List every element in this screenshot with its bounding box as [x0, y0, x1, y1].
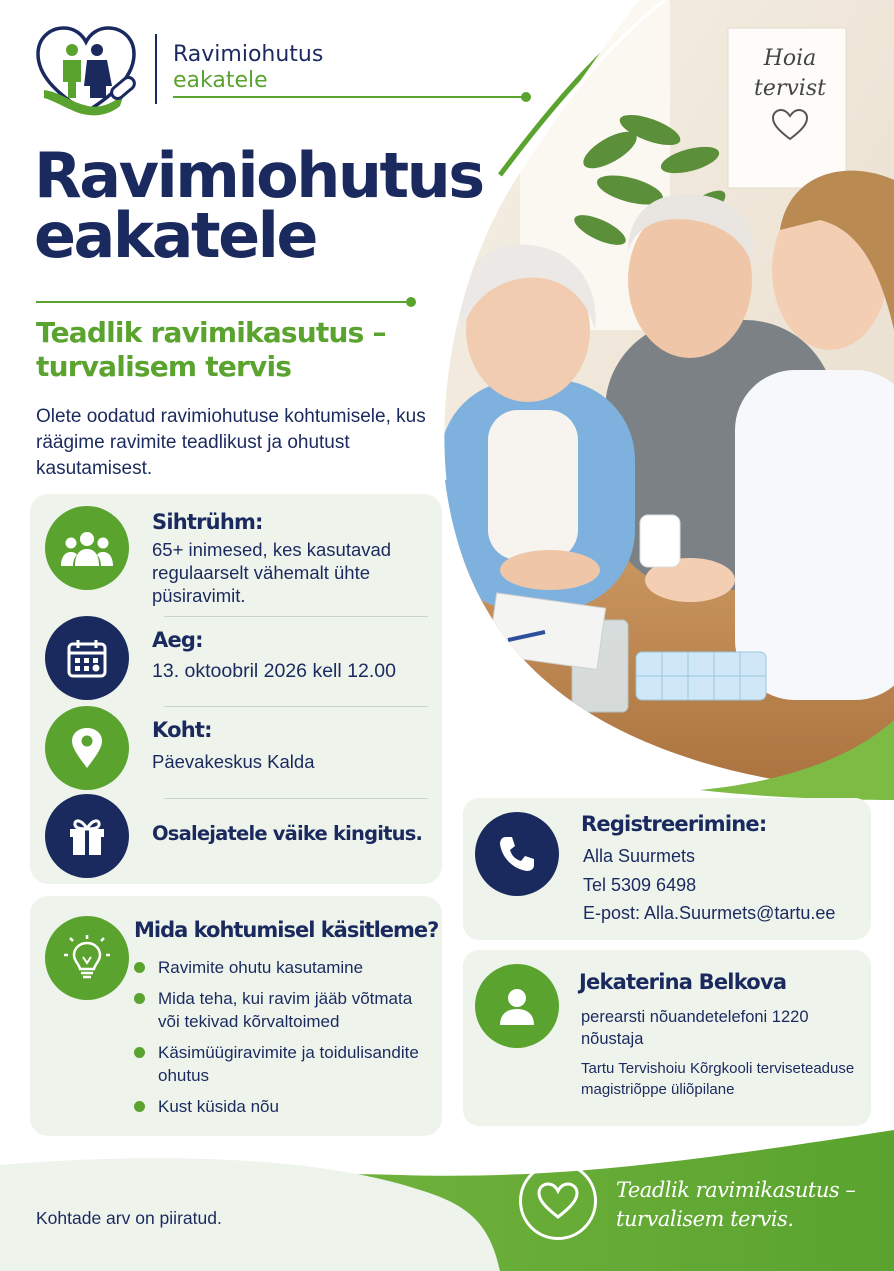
gift-text: Osalejatele väike kingitus.: [152, 822, 423, 845]
bullet-icon: [134, 1101, 145, 1112]
subtitle-line2: turvalisem tervis: [36, 350, 292, 383]
lightbulb-icon: [45, 916, 129, 1000]
bullet-icon: [134, 993, 145, 1004]
topic-text: Kust küsida nõu: [158, 1097, 279, 1116]
registration-phone[interactable]: Tel 5309 6498: [583, 875, 697, 895]
title-line1: Ravimiohutus: [34, 139, 483, 212]
info-row-gift: [30, 798, 442, 884]
list-item: [134, 1041, 434, 1087]
info-row-place: [30, 706, 442, 798]
slogan-line2: turvalisem tervis.: [616, 1207, 794, 1231]
location-pin-icon: [45, 706, 129, 790]
logo-divider: [155, 34, 157, 104]
time-heading: Aeg:: [152, 628, 203, 652]
list-item: [134, 1095, 434, 1118]
wall-note: [745, 44, 835, 151]
topic-text: Käsimüügiravimite ja toidulisandite ohutus: [158, 1043, 419, 1085]
speaker-organization: Tartu Tervishoiu Kõrgkooli terviseteaduse magistriõppe üliõpilane: [581, 1060, 855, 1098]
speaker-name: Jekaterina Belkova: [579, 970, 787, 994]
heart-icon: [745, 108, 835, 151]
page-title: [34, 139, 514, 272]
title-rule-dot: [406, 297, 416, 307]
info-row-time: [30, 616, 442, 706]
topic-text: Mida teha, kui ravim jääb võtmata või tekivad kõrvaltoimed: [158, 989, 413, 1031]
registration-name: Alla Suurmets: [583, 846, 696, 866]
subtitle: [36, 316, 456, 384]
topics-title: Mida kohtumisel käsitleme?: [134, 918, 439, 942]
topic-text: Ravimite ohutu kasutamine: [158, 958, 364, 977]
logo-rule: [173, 96, 525, 98]
audience-text: 65+ inimesed, kes kasutavad regulaarselt vähemalt ühte püsiravimit.: [152, 539, 392, 606]
info-row-audience: [30, 494, 442, 616]
bullet-icon: [134, 962, 145, 973]
bullet-icon: [134, 1047, 145, 1058]
footer-note: Kohtade arv on piiratud.: [36, 1208, 222, 1228]
time-text: 13. oktoobril 2026 kell 12.00: [152, 660, 396, 682]
logo-line1: Ravimiohutus: [173, 42, 324, 67]
place-text: Päevakeskus Kalda: [152, 751, 315, 772]
wall-note-line1: Hoia: [763, 46, 817, 71]
people-icon: [45, 506, 129, 590]
topics-list: [134, 956, 434, 1126]
calendar-icon: [45, 616, 129, 700]
logo-text: [173, 42, 323, 94]
list-item: [134, 956, 434, 979]
audience-heading: Sihtrühm:: [152, 510, 263, 534]
registration-heading: Registreerimine:: [581, 812, 767, 836]
wall-note-line2: tervist: [754, 76, 826, 101]
event-info-card: [30, 494, 442, 884]
place-heading: Koht:: [152, 718, 212, 742]
title-line2: eakatele: [34, 199, 316, 272]
list-item: [134, 987, 434, 1033]
phone-icon: [475, 812, 559, 896]
registration-email[interactable]: E-post: Alla.Suurmets@tartu.ee: [583, 903, 836, 923]
slogan-line1: Teadlik ravimikasutus –: [616, 1178, 856, 1202]
logo-line2: eakatele: [173, 68, 268, 93]
speaker-role: perearsti nõuandetelefoni 1220 nõustaja: [581, 1008, 809, 1048]
subtitle-line1: Teadlik ravimikasutus –: [36, 316, 386, 349]
person-icon: [475, 964, 559, 1048]
title-rule: [36, 301, 412, 303]
footer-slogan: [616, 1176, 878, 1234]
registration-card: [463, 798, 871, 940]
heart-icon: [519, 1162, 597, 1240]
topics-card: [30, 896, 442, 1136]
speaker-card: [463, 950, 871, 1126]
logo-rule-dot: [521, 92, 531, 102]
intro-text: Olete oodatud ravimiohutuse kohtumisele, kus räägime ravimite teadlikust ja ohutust kasutamisest.: [36, 406, 426, 479]
logo: [34, 26, 138, 118]
gift-icon: [45, 794, 129, 878]
